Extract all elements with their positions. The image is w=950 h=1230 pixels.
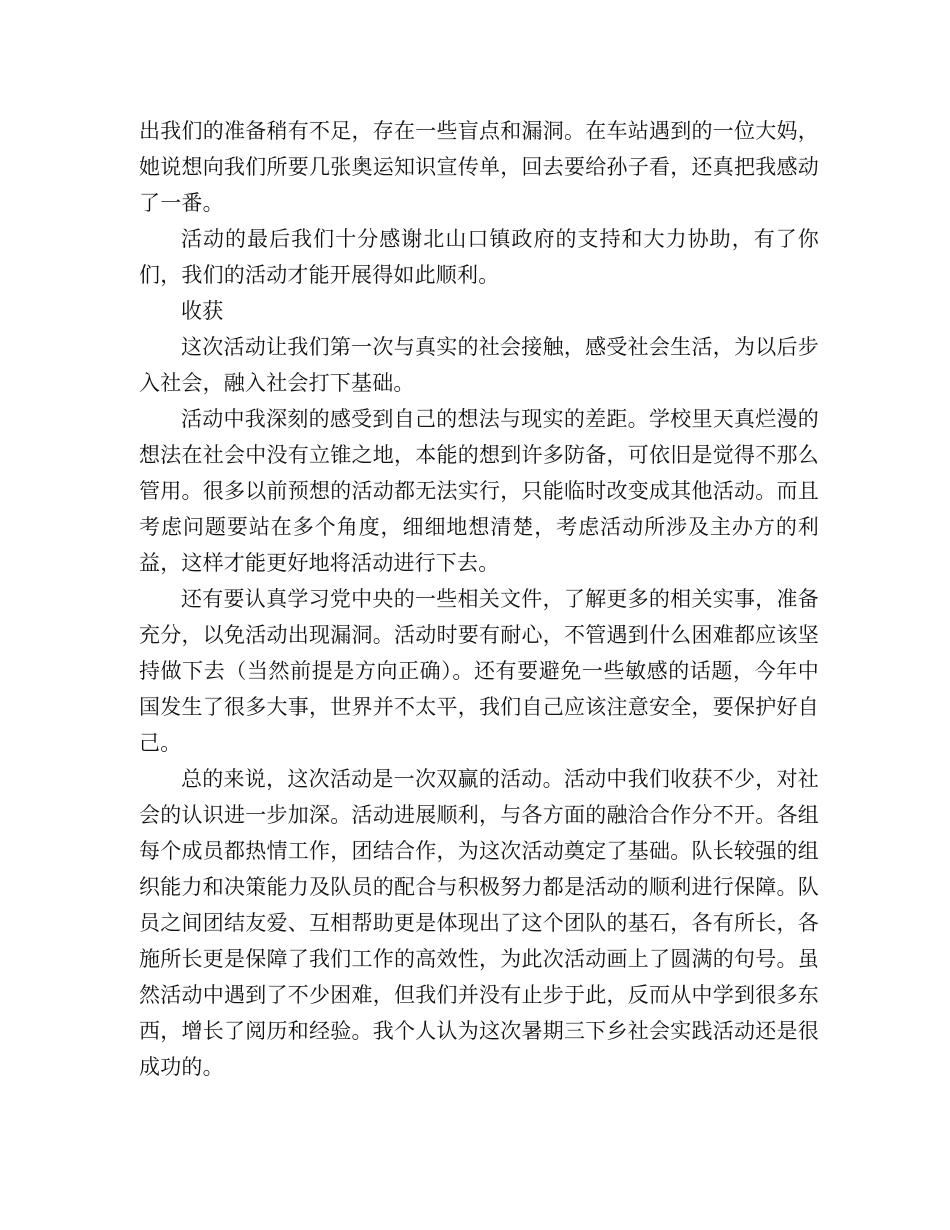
section-heading-harvest: 收获: [181, 299, 224, 323]
paragraph-thanks: 活动的最后我们十分感谢北山口镇政府的支持和大力协助，有了你们，我们的活动才能开展得如此顺利。: [139, 227, 819, 287]
paragraph-continued-intro: 出我们的准备稍有不足，存在一些盲点和漏洞。在车站遇到的一位大妈，她说想向我们所要几张奥运知识宣传单，回去要给孙子看，还真把我感动了一番。: [139, 119, 819, 215]
paragraph-summary: 总的来说，这次活动是一次双赢的活动。活动中我们收获不少，对社会的认识进一步加深。活动进展顺利，与各方面的融洽合作分不开。各组每个成员都热情工作，团结合作，为这次活动奠定了基础。队长较强的组织能力和决策能力及队员的配合与积极努力都是活动的顺利进行保障。队员之间团结友爱、互相帮助更是体现出了这个团队的基石，各有所长，各施所长更是保障了我们工作的高效性，为此次活动画上了圆满的句号。虽然活动中遇到了不少困难，但我们并没有止步于此，反而从中学到很多东西，增长了阅历和经验。我个人认为这次暑期三下乡社会实践活动还是很成功的。: [139, 767, 819, 1079]
paragraph-first-contact: 这次活动让我们第一次与真实的社会接触，感受社会生活，为以后步入社会，融入社会打下基础。: [139, 335, 819, 395]
paragraph-preparation: 还有要认真学习党中央的一些相关文件，了解更多的相关实事，准备充分，以免活动出现漏洞。活动时要有耐心，不管遇到什么困难都应该坚持做下去（当然前提是方向正确）。还有要避免一些敏感的话题，今年中国发生了很多大事，世界并不太平，我们自己应该注意安全，要保护好自己。: [139, 587, 819, 755]
paragraph-reality-gap: 活动中我深刻的感受到自己的想法与现实的差距。学校里天真烂漫的想法在社会中没有立锥之地，本能的想到许多防备，可依旧是觉得不那么管用。很多以前预想的活动都无法实行，只能临时改变成其他活动。而且考虑问题要站在多个角度，细细地想清楚，考虑活动所涉及主办方的利益，这样才能更好地将活动进行下去。: [139, 407, 819, 575]
document-body: [139, 113, 819, 1085]
